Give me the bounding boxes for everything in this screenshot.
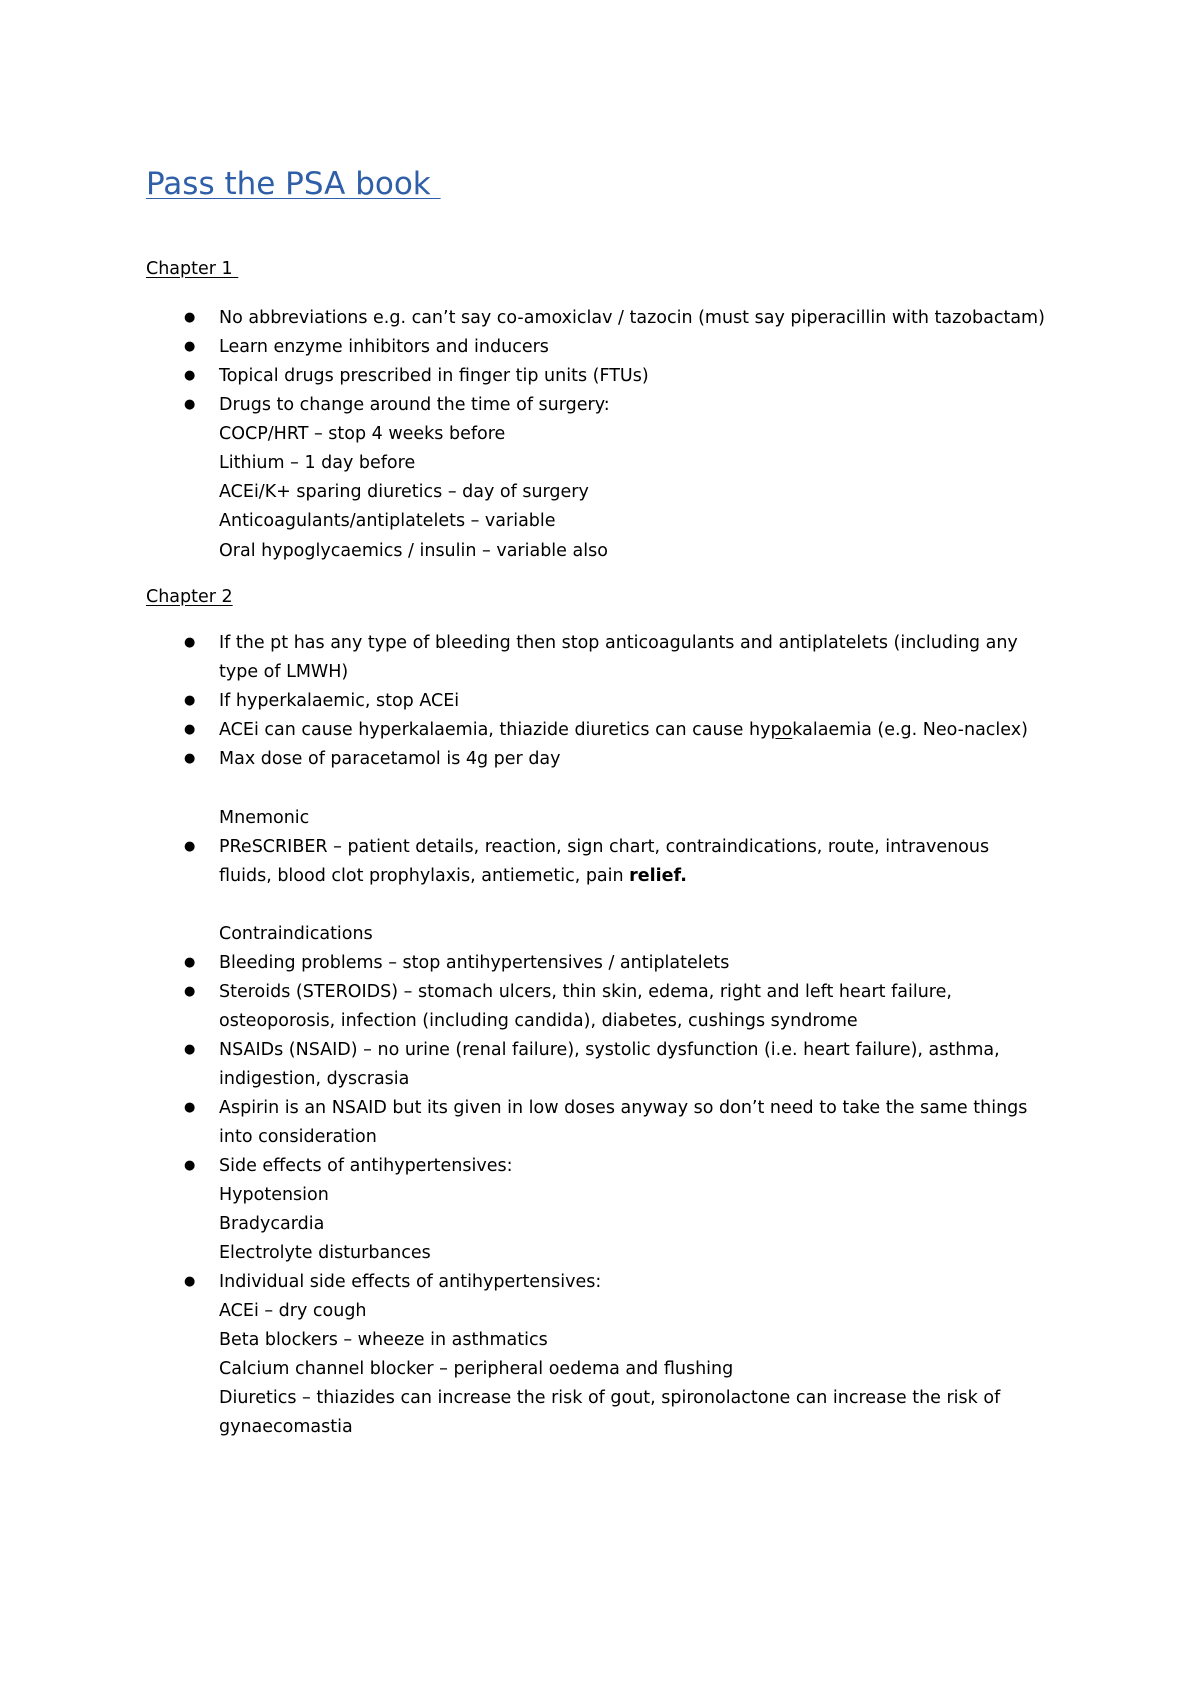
aspirin-line1: Aspirin is an NSAID but its given in low doses anyway so don’t need to take the same things: [219, 1098, 1028, 1118]
surgery-item: Lithium – 1 day before: [219, 453, 416, 473]
ch1-bullet-topical: Topical drugs prescribed in finger tip units (FTUs): [219, 366, 649, 386]
prescriber-text: fluids, blood clot prophylaxis, antiemetic, pain: [219, 866, 630, 886]
bullet-icon: ●: [184, 1158, 196, 1173]
bullet-icon: ●: [184, 751, 196, 766]
chapter-2-heading: Chapter 2: [146, 587, 233, 607]
individual-item: gynaecomastia: [219, 1417, 353, 1437]
chapter-1-heading: Chapter 1: [146, 259, 239, 279]
bullet-icon: ●: [184, 839, 196, 854]
bullet-icon: ●: [184, 722, 196, 737]
surgery-item: Anticoagulants/antiplatelets – variable: [219, 511, 556, 531]
acei-text-b: kalaemia (e.g. Neo-naclex): [792, 720, 1028, 740]
ch2-bleeding-line1: If the pt has any type of bleeding then stop anticoagulants and antiplatelets (including any: [219, 633, 1018, 653]
nsaids-line2: indigestion, dyscrasia: [219, 1069, 410, 1089]
bullet-icon: ●: [184, 1100, 196, 1115]
side-effects-label: Side effects of antihypertensives:: [219, 1156, 513, 1176]
bullet-icon: ●: [184, 339, 196, 354]
surgery-item: ACEi/K+ sparing diuretics – day of surgery: [219, 482, 589, 502]
bullet-icon: ●: [184, 397, 196, 412]
ch1-bullet-abbreviations: No abbreviations e.g. can’t say co-amoxiclav / tazocin (must say piperacillin with tazobactam): [219, 308, 1045, 328]
bullet-icon: ●: [184, 635, 196, 650]
steroids-line1: Steroids (STEROIDS) – stomach ulcers, thin skin, edema, right and left heart failure,: [219, 982, 952, 1002]
aspirin-line2: into consideration: [219, 1127, 377, 1147]
bullet-icon: ●: [184, 984, 196, 999]
ch2-bleeding-line2: type of LMWH): [219, 662, 349, 682]
bullet-icon: ●: [184, 1042, 196, 1057]
ch2-acei-line: [219, 718, 1028, 742]
prescriber-line2: [219, 864, 687, 888]
document-title: Pass the PSA book: [146, 166, 441, 202]
ch1-bullet-enzymes: Learn enzyme inhibitors and inducers: [219, 337, 549, 357]
individual-item: Beta blockers – wheeze in asthmatics: [219, 1330, 548, 1350]
side-effect-item: Electrolyte disturbances: [219, 1243, 431, 1263]
prescriber-line1: PReSCRIBER – patient details, reaction, sign chart, contraindications, route, intravenous: [219, 837, 990, 857]
ch2-paracetamol: Max dose of paracetamol is 4g per day: [219, 749, 561, 769]
contra-bleeding: Bleeding problems – stop antihypertensives / antiplatelets: [219, 953, 730, 973]
ch2-hyperkalaemic: If hyperkalaemic, stop ACEi: [219, 691, 460, 711]
surgery-item: COCP/HRT – stop 4 weeks before: [219, 424, 506, 444]
side-effect-item: Hypotension: [219, 1185, 329, 1205]
bullet-icon: ●: [184, 310, 196, 325]
steroids-line2: osteoporosis, infection (including candida), diabetes, cushings syndrome: [219, 1011, 858, 1031]
nsaids-line1: NSAIDs (NSAID) – no urine (renal failure), systolic dysfunction (i.e. heart failure), asthma,: [219, 1040, 1000, 1060]
contraindications-label: Contraindications: [219, 924, 373, 944]
bullet-icon: ●: [184, 693, 196, 708]
bullet-icon: ●: [184, 368, 196, 383]
individual-item: Calcium channel blocker – peripheral oedema and flushing: [219, 1359, 734, 1379]
acei-text-underlined: po: [770, 720, 793, 740]
side-effect-item: Bradycardia: [219, 1214, 325, 1234]
prescriber-bold: relief.: [629, 866, 687, 886]
individual-item: Diuretics – thiazides can increase the risk of gout, spironolactone can increase the risk of: [219, 1388, 1001, 1408]
acei-text-a: ACEi can cause hyperkalaemia, thiazide diuretics can cause hy: [219, 720, 771, 740]
individual-label: Individual side effects of antihypertensives:: [219, 1272, 602, 1292]
surgery-item: Oral hypoglycaemics / insulin – variable also: [219, 541, 608, 561]
bullet-icon: ●: [184, 955, 196, 970]
individual-item: ACEi – dry cough: [219, 1301, 367, 1321]
ch1-bullet-surgery: Drugs to change around the time of surgery:: [219, 395, 610, 415]
bullet-icon: ●: [184, 1274, 196, 1289]
mnemonic-label: Mnemonic: [219, 808, 310, 828]
